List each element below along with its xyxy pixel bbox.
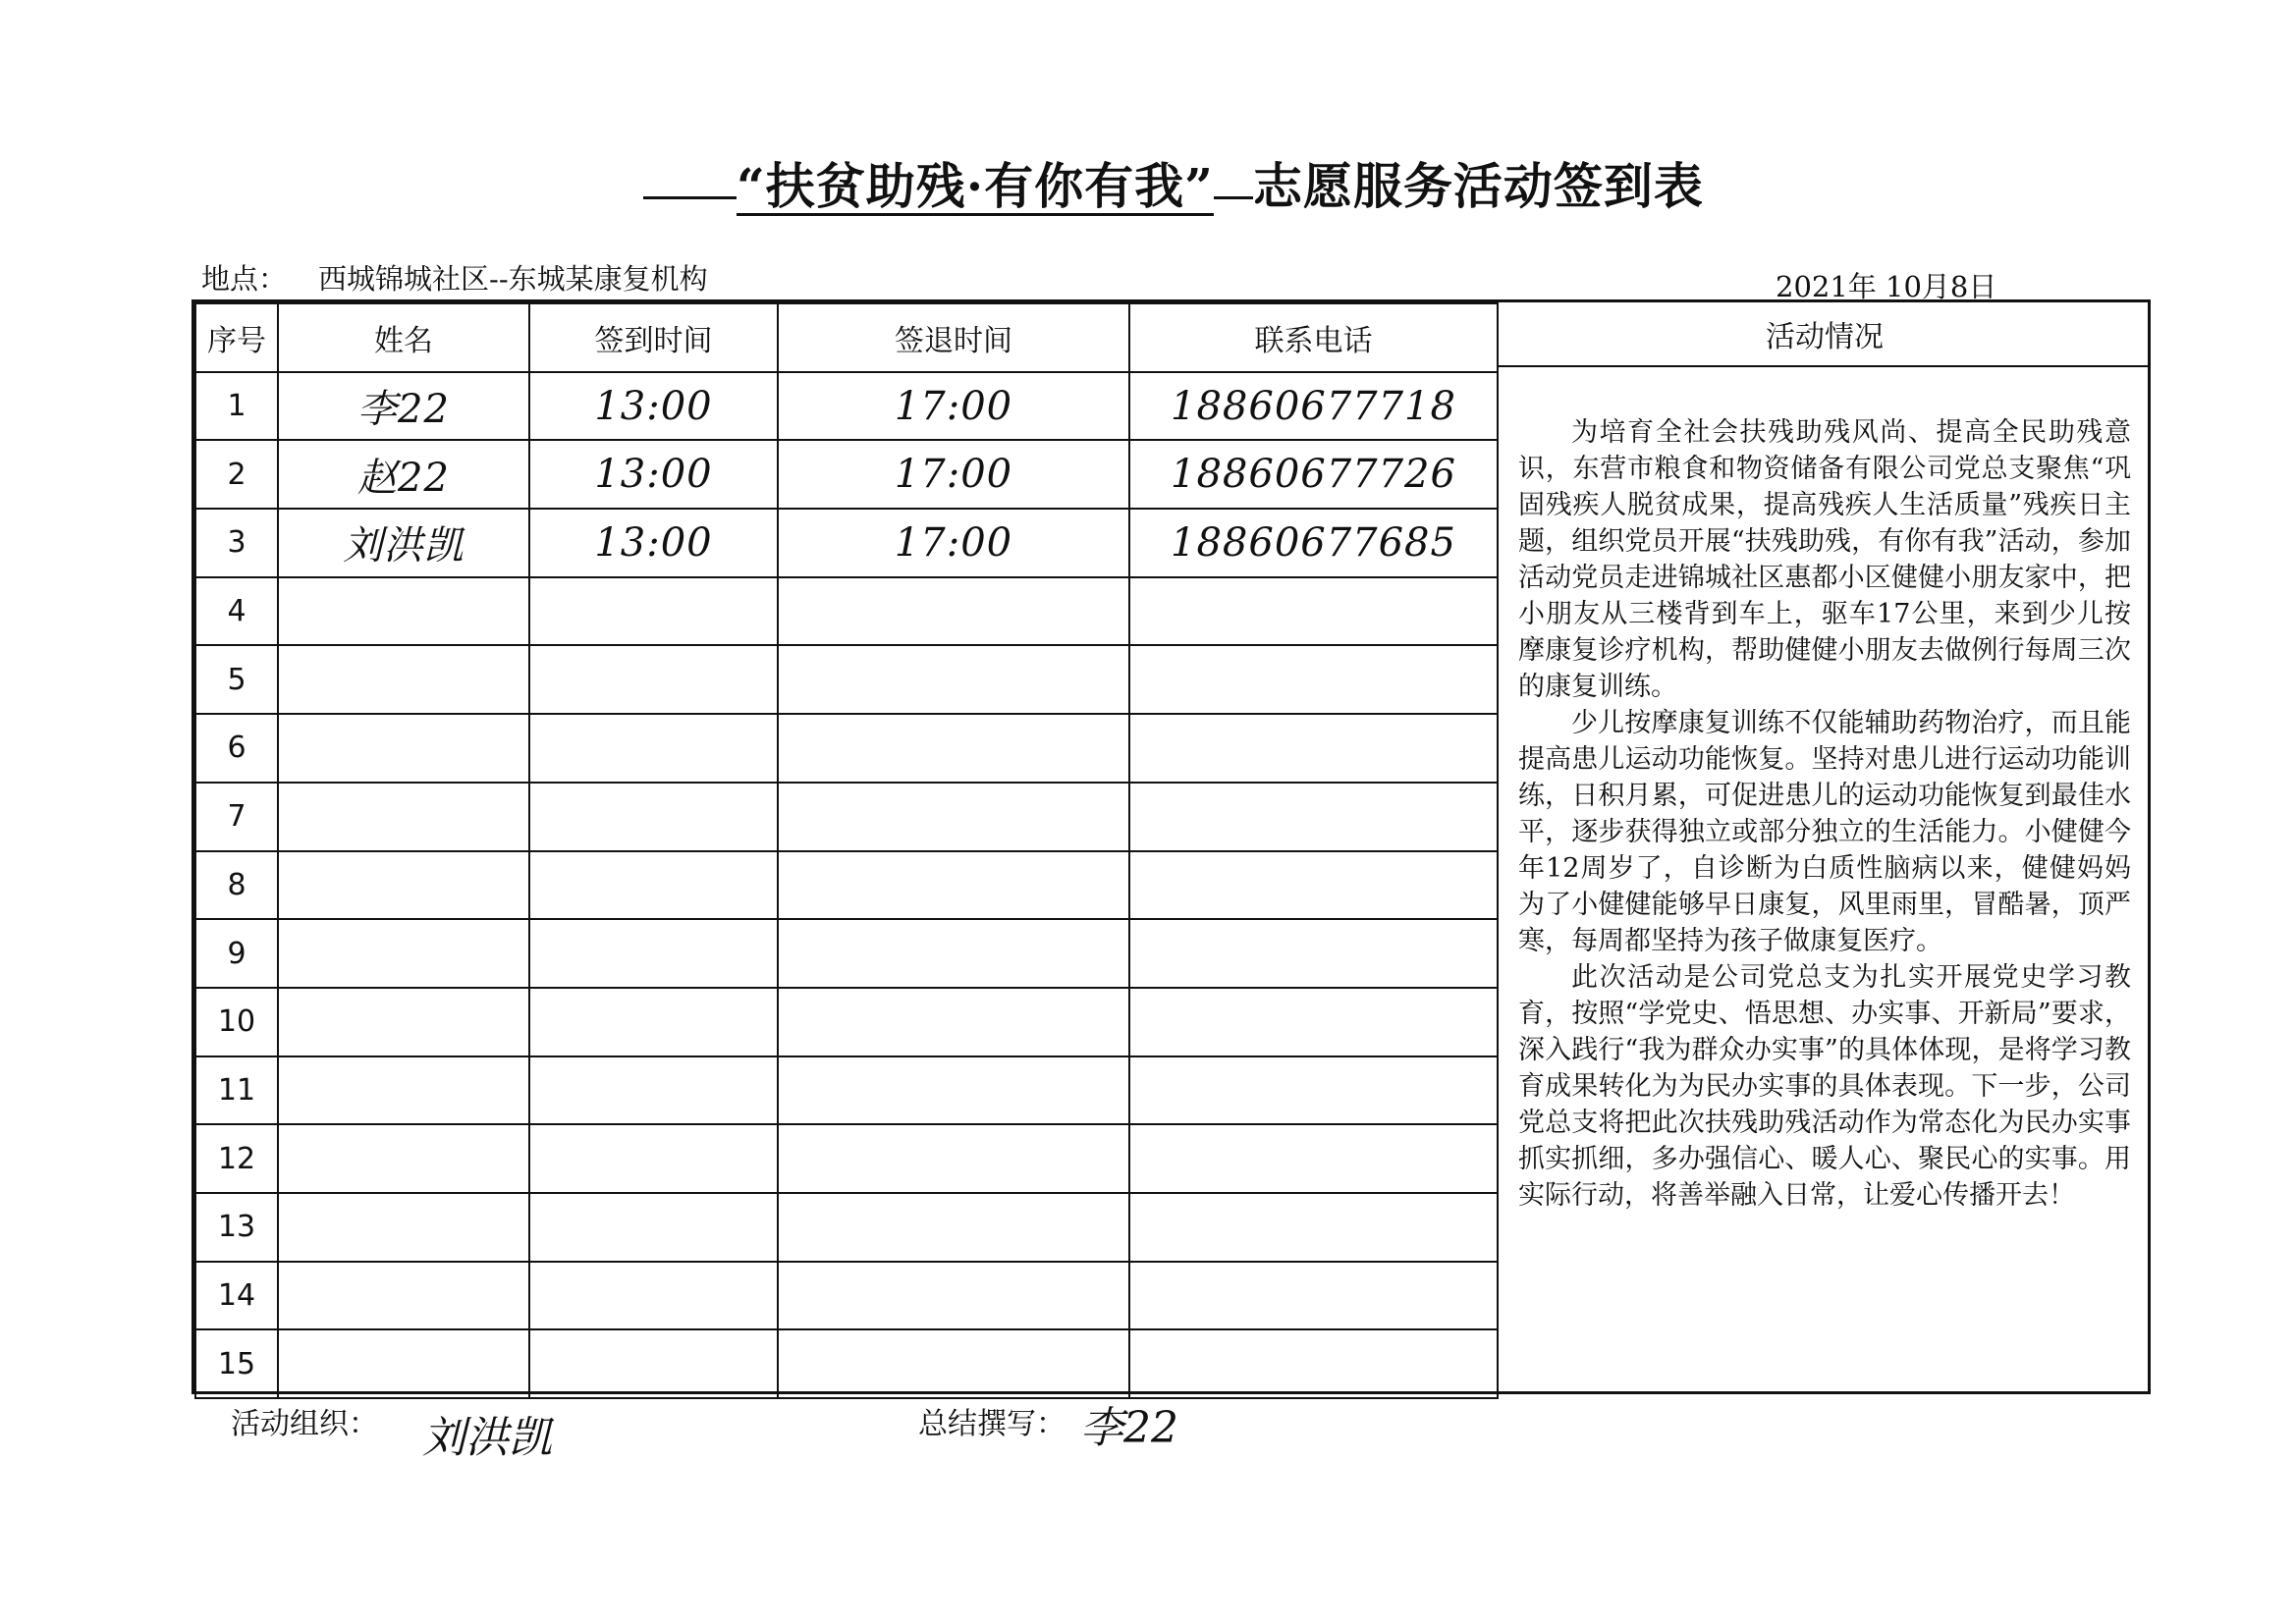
signin-time-cell bbox=[529, 645, 778, 714]
signin-time-cell bbox=[529, 919, 778, 988]
table-row bbox=[195, 1124, 1498, 1193]
row-number-cell: 11 bbox=[195, 1056, 278, 1125]
table-header-row bbox=[195, 303, 1498, 372]
signout-time-cell bbox=[778, 1124, 1129, 1193]
signout-time-cell bbox=[778, 577, 1129, 646]
signout-time-cell bbox=[778, 1262, 1129, 1330]
row-number-cell: 9 bbox=[195, 919, 278, 988]
row-number-cell: 1 bbox=[195, 372, 278, 441]
phone-cell bbox=[1129, 645, 1498, 714]
name-cell bbox=[278, 1262, 529, 1330]
table-row bbox=[195, 1193, 1498, 1262]
signout-time-cell: 17:00 bbox=[778, 372, 1129, 441]
writer-signature: 李22 bbox=[1080, 1403, 1178, 1453]
signin-time-cell bbox=[529, 1262, 778, 1330]
signin-time-cell bbox=[529, 577, 778, 646]
organizer-label: 活动组织： bbox=[231, 1407, 378, 1441]
signin-time-cell bbox=[529, 1329, 778, 1398]
location-value: 西城锦城社区--东城某康复机构 bbox=[318, 262, 708, 296]
activity-paragraph: 此次活动是公司党总支为扎实开展党史学习教育，按照“学党史、悟思想、办实事、开新局”要求，深入践行“我为群众办实事”的具体体现，是将学习教育成果转化为为民办实事的具体表现。下一步，公司党总支将把此次扶残助残活动作为常态化为民办实事抓实抓细，多办强信心、暖人心、聚民心的实事。用实际行动，将善举融入日常，让爱心传播开去！ bbox=[1518, 962, 2131, 1211]
signout-time-cell bbox=[778, 919, 1129, 988]
header-cell: 签到时间 bbox=[529, 303, 778, 372]
signin-time-cell: 13:00 bbox=[529, 440, 778, 509]
signin-time-cell: 13:00 bbox=[529, 509, 778, 577]
signin-time-cell bbox=[529, 988, 778, 1056]
phone-cell bbox=[1129, 988, 1498, 1056]
phone-cell bbox=[1129, 1329, 1498, 1398]
row-number-cell: 7 bbox=[195, 783, 278, 851]
signout-time-cell bbox=[778, 645, 1129, 714]
row-number-cell: 13 bbox=[195, 1193, 278, 1262]
phone-cell: 18860677685 bbox=[1129, 509, 1498, 577]
phone-cell bbox=[1129, 1262, 1498, 1330]
signin-time-cell bbox=[529, 714, 778, 783]
name-cell bbox=[278, 851, 529, 920]
table-row bbox=[195, 645, 1498, 714]
table-row bbox=[195, 509, 1498, 577]
row-number-cell: 2 bbox=[195, 440, 278, 509]
table-row bbox=[195, 1329, 1498, 1398]
phone-cell bbox=[1129, 783, 1498, 851]
name-cell bbox=[278, 1329, 529, 1398]
phone-cell bbox=[1129, 919, 1498, 988]
activity-header: 活动情况 bbox=[1499, 302, 2151, 367]
phone-cell: 18860677726 bbox=[1129, 440, 1498, 509]
name-cell bbox=[278, 714, 529, 783]
activity-body bbox=[1499, 367, 2151, 1214]
signout-time-cell: 17:00 bbox=[778, 440, 1129, 509]
row-number-cell: 5 bbox=[195, 645, 278, 714]
table-body bbox=[195, 372, 1498, 1398]
title-underline bbox=[643, 195, 737, 199]
header-cell: 签退时间 bbox=[778, 303, 1129, 372]
row-number-cell: 8 bbox=[195, 851, 278, 920]
name-cell bbox=[278, 988, 529, 1056]
header-cell: 序号 bbox=[195, 303, 278, 372]
phone-cell: 18860677718 bbox=[1129, 372, 1498, 441]
signin-time-cell bbox=[529, 783, 778, 851]
name-cell bbox=[278, 1193, 529, 1262]
phone-cell bbox=[1129, 1124, 1498, 1193]
signout-time-cell bbox=[778, 851, 1129, 920]
row-number-cell: 3 bbox=[195, 509, 278, 577]
signout-time-cell bbox=[778, 783, 1129, 851]
activity-paragraph: 少儿按摩康复训练不仅能辅助药物治疗，而且能提高患儿运动功能恢复。坚持对患儿进行运动功能训练，日积月累，可促进患儿的运动功能恢复到最佳水平，逐步获得独立或部分独立的生活能力。小健健今年12周岁了，自诊断为白质性脑病以来，健健妈妈为了小健健能够早日康复，风里雨里，冒酷暑，顶严寒，每周都坚持为孩子做康复医疗。 bbox=[1518, 708, 2131, 956]
signout-time-cell bbox=[778, 714, 1129, 783]
signout-time-cell bbox=[778, 1056, 1129, 1125]
row-number-cell: 4 bbox=[195, 577, 278, 646]
signin-sheet bbox=[191, 299, 2151, 1394]
table-row bbox=[195, 714, 1498, 783]
table-row bbox=[195, 440, 1498, 509]
signin-time-cell bbox=[529, 1056, 778, 1125]
signout-time-cell bbox=[778, 988, 1129, 1056]
header-cell: 姓名 bbox=[278, 303, 529, 372]
signin-time-cell bbox=[529, 851, 778, 920]
activity-panel bbox=[1497, 302, 2151, 1391]
phone-cell bbox=[1129, 714, 1498, 783]
signin-time-cell bbox=[529, 1193, 778, 1262]
name-cell bbox=[278, 577, 529, 646]
name-cell bbox=[278, 645, 529, 714]
page-title bbox=[643, 147, 1704, 218]
phone-cell bbox=[1129, 851, 1498, 920]
table-row bbox=[195, 1262, 1498, 1330]
table-row bbox=[195, 783, 1498, 851]
date: 2021年 10月8日 bbox=[1776, 270, 1997, 303]
signin-time-cell: 13:00 bbox=[529, 372, 778, 441]
title-quoted: “扶贫助残·有你有我” bbox=[737, 157, 1214, 215]
name-cell bbox=[278, 1056, 529, 1125]
signin-time-cell bbox=[529, 1124, 778, 1193]
writer-label: 总结撰写： bbox=[918, 1407, 1066, 1441]
title-rest: 志愿服务活动签到表 bbox=[1252, 157, 1704, 215]
signout-time-cell: 17:00 bbox=[778, 509, 1129, 577]
phone-cell bbox=[1129, 577, 1498, 646]
signout-time-cell bbox=[778, 1329, 1129, 1398]
table-row bbox=[195, 851, 1498, 920]
location-label: 地点： bbox=[201, 262, 288, 296]
name-cell bbox=[278, 919, 529, 988]
name-cell: 刘洪凯 bbox=[278, 509, 529, 577]
organizer-signature: 刘洪凯 bbox=[422, 1413, 552, 1463]
table-row bbox=[195, 372, 1498, 441]
row-number-cell: 15 bbox=[195, 1329, 278, 1398]
name-cell: 赵22 bbox=[278, 440, 529, 509]
table-row bbox=[195, 988, 1498, 1056]
signout-time-cell bbox=[778, 1193, 1129, 1262]
header-cell: 联系电话 bbox=[1129, 303, 1498, 372]
location bbox=[201, 257, 708, 298]
row-number-cell: 6 bbox=[195, 714, 278, 783]
row-number-cell: 14 bbox=[195, 1262, 278, 1330]
row-number-cell: 12 bbox=[195, 1124, 278, 1193]
table-row bbox=[195, 577, 1498, 646]
signin-table bbox=[194, 302, 1499, 1399]
activity-paragraph: 为培育全社会扶残助残风尚、提高全民助残意识，东营市粮食和物资储备有限公司党总支聚焦“巩固残疾人脱贫成果，提高残疾人生活质量”残疾日主题，组织党员开展“扶残助残，有你有我”活动，参加活动党员走进锦城社区惠都小区健健小朋友家中，把小朋友从三楼背到车上，驱车17公里，来到少儿按摩康复诊疗机构，帮助健健小朋友去做例行每周三次的康复训练。 bbox=[1518, 417, 2131, 702]
name-cell bbox=[278, 1124, 529, 1193]
name-cell bbox=[278, 783, 529, 851]
row-number-cell: 10 bbox=[195, 988, 278, 1056]
name-cell: 李22 bbox=[278, 372, 529, 441]
phone-cell bbox=[1129, 1193, 1498, 1262]
title-underline bbox=[1214, 195, 1253, 199]
phone-cell bbox=[1129, 1056, 1498, 1125]
table-row bbox=[195, 919, 1498, 988]
table-row bbox=[195, 1056, 1498, 1125]
